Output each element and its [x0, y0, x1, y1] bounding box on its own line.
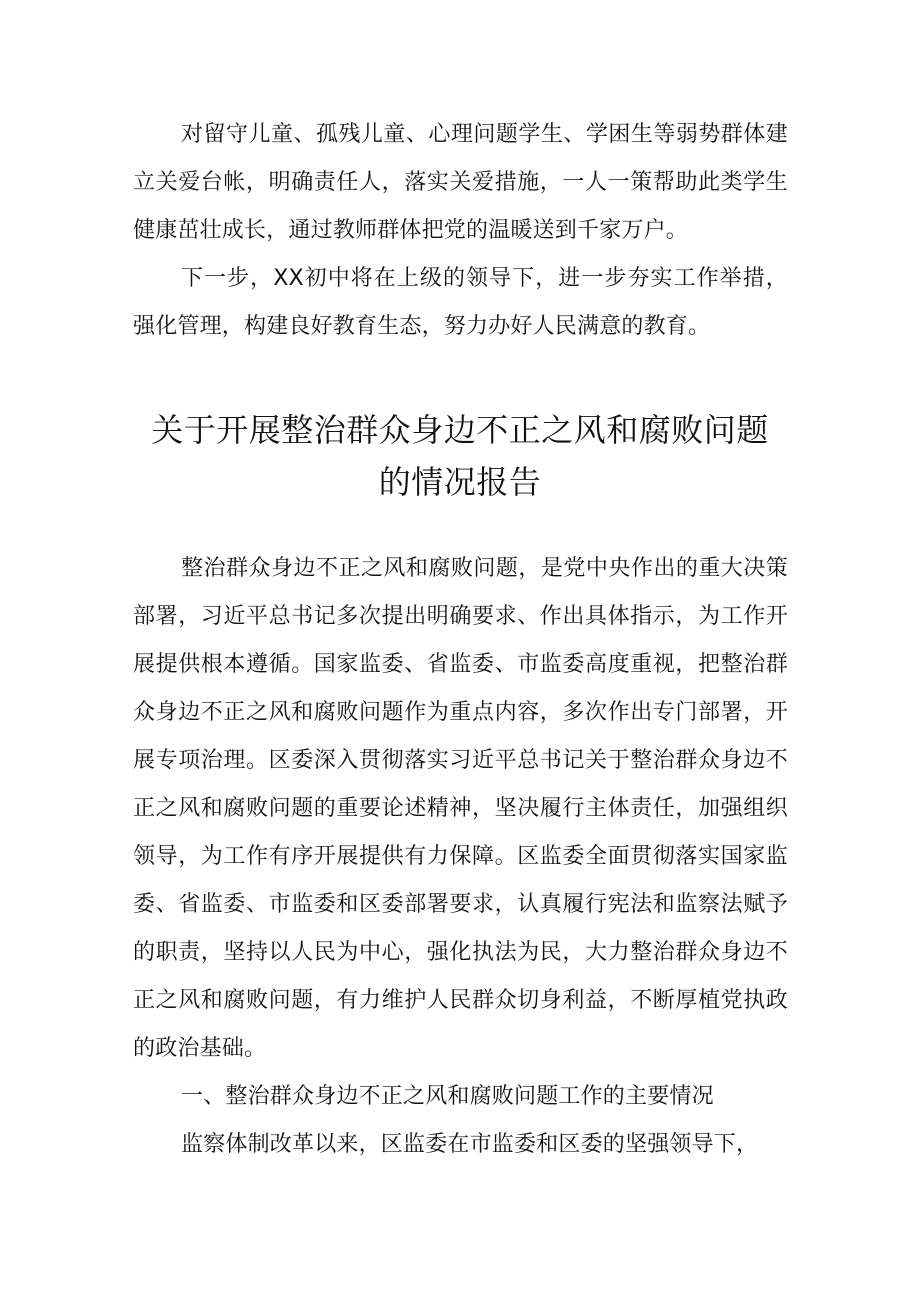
- section-heading-main-situation: 一、整治群众身边不正之风和腐败问题工作的主要情况: [181, 1084, 714, 1109]
- paragraph-introduction: 整治群众身边不正之风和腐败问题，是党中央作出的重大决策部署，习近平总书记多次提出明确要求、作出具体指示，为工作开展提供根本遵循。国家监委、省监委、市监委高度重视，把整治群众身边不正之风和腐败问题作为重点内容，多次作出专门部署，开展专项治理。区委深入贯彻落实习近平总书记关于整治群众身边不正之风和腐败问题的重要论述精神，坚决履行主体责任，加强组织领导，为工作有序开展提供有力保障。区监委全面贯彻落实国家监委、省监委、市监委和区委部署要求，认真履行宪法和监察法赋予的职责，坚持以人民为中心，强化执法为民，大力整治群众身边不正之风和腐败问题，有力维护人民群众切身利益，不断厚植党执政的政治基础。: [133, 556, 788, 1061]
- paragraph-care-ledger: 对留守儿童、孤残儿童、心理问题学生、学困生等弱势群体建立关爱台帐，明确责任人，落实关爱措施，一人一策帮助此类学生健康茁壮成长，通过教师群体把党的温暖送到千家万户。: [133, 122, 788, 243]
- paragraph-reform-intro: 监察体制改革以来，区监委在市监委和区委的坚强领导下，: [181, 1132, 759, 1157]
- report-title: 关于开展整治群众身边不正之风和腐败问题的情况报告: [151, 411, 769, 501]
- paragraph-next-step: 下一步，XX初中将在上级的领导下，进一步夯实工作举措，强化管理，构建良好教育生态，努力办好人民满意的教育。: [133, 266, 788, 339]
